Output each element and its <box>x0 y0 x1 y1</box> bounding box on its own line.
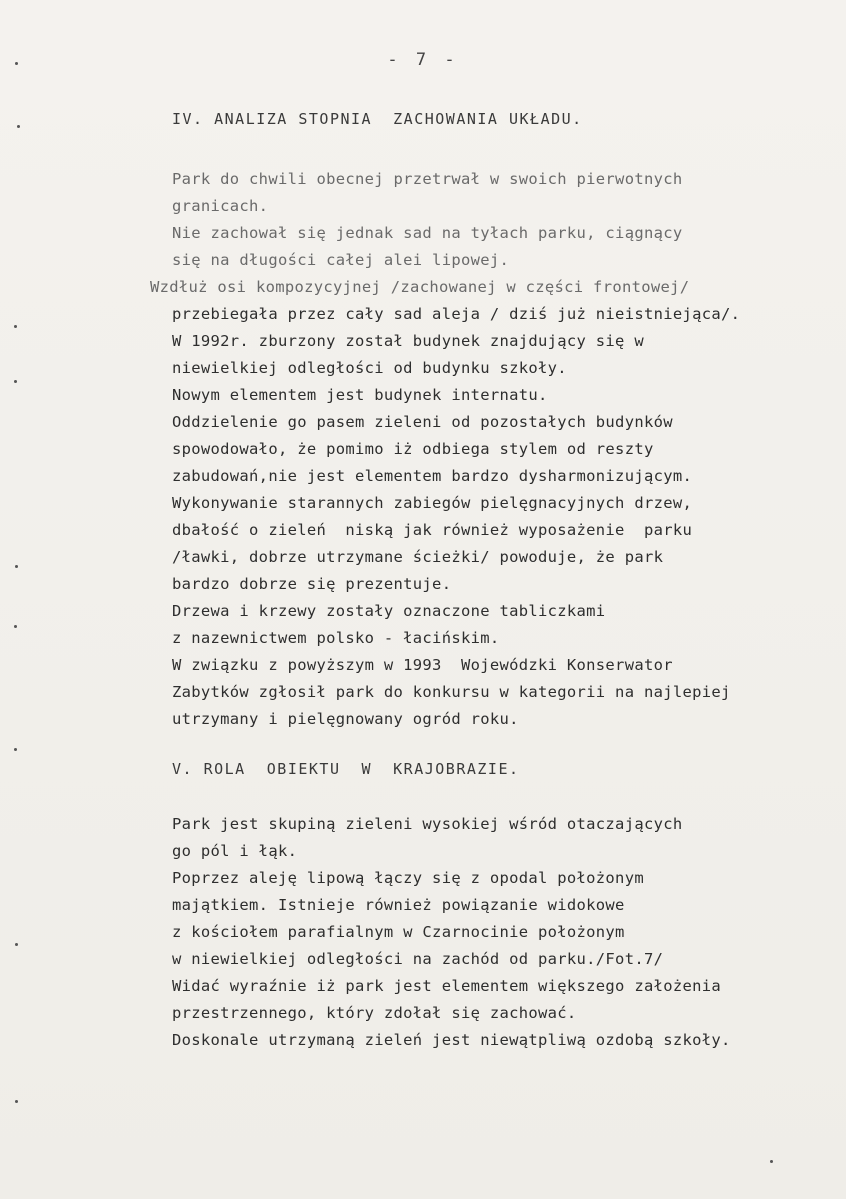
text-line: Wykonywanie starannych zabiegów pielęgnacyjnych drzew, <box>172 494 693 512</box>
scan-speck <box>15 565 18 568</box>
text-line: niewielkiej odległości od budynku szkoły. <box>172 359 567 377</box>
scan-speck <box>15 943 18 946</box>
text-line: Widać wyraźnie iż park jest elementem większego założenia <box>172 977 722 995</box>
section-heading: V. ROLA OBIEKTU W KRAJOBRAZIE. <box>172 760 520 778</box>
scan-speck <box>14 325 17 328</box>
page-number: - 7 - <box>387 50 459 70</box>
scan-speck <box>17 125 20 128</box>
scan-speck <box>14 625 17 628</box>
text-line: w niewielkiej odległości na zachód od parku./Fot.7/ <box>172 950 664 968</box>
text-line: Nie zachował się jednak sad na tyłach parku, ciągnący <box>172 224 683 242</box>
text-line: W 1992r. zburzony został budynek znajdujący się w <box>172 332 644 350</box>
text-line: z nazewnictwem polsko - łacińskim. <box>172 629 500 647</box>
text-line: Doskonale utrzymaną zieleń jest niewątpliwą ozdobą szkoły. <box>172 1031 731 1049</box>
scan-speck <box>14 748 17 751</box>
text-line: granicach. <box>172 197 269 215</box>
scan-speck <box>770 1160 773 1163</box>
text-line: Drzewa i krzewy zostały oznaczone tabliczkami <box>172 602 606 620</box>
text-line: /ławki, dobrze utrzymane ścieżki/ powoduje, że park <box>172 548 664 566</box>
text-line: Zabytków zgłosił park do konkursu w kategorii na najlepiej <box>172 683 731 701</box>
section-heading: IV. ANALIZA STOPNIA ZACHOWANIA UKŁADU. <box>172 110 583 128</box>
text-line: bardzo dobrze się prezentuje. <box>172 575 452 593</box>
text-line: spowodowało, że pomimo iż odbiega stylem od reszty <box>172 440 654 458</box>
text-line: go pól i łąk. <box>172 842 298 860</box>
scan-speck <box>15 1100 18 1103</box>
text-line: się na długości całej alei lipowej. <box>172 251 510 269</box>
text-line: zabudowań,nie jest elementem bardzo dysharmonizującym. <box>172 467 693 485</box>
text-line: majątkiem. Istnieje również powiązanie widokowe <box>172 896 625 914</box>
text-line: Wzdłuż osi kompozycyjnej /zachowanej w części frontowej/ <box>150 278 690 296</box>
text-line: przebiegała przez cały sad aleja / dziś już nieistniejąca/. <box>172 305 741 323</box>
text-line: dbałość o zieleń niską jak również wyposażenie parku <box>172 521 693 539</box>
text-line: z kościołem parafialnym w Czarnocinie położonym <box>172 923 625 941</box>
text-line: Park jest skupiną zieleni wysokiej wśród otaczających <box>172 815 683 833</box>
text-line: Park do chwili obecnej przetrwał w swoich pierwotnych <box>172 170 683 188</box>
text-line: W związku z powyższym w 1993 Wojewódzki Konserwator <box>172 656 673 674</box>
text-line: utrzymany i pielęgnowany ogród roku. <box>172 710 519 728</box>
text-line: przestrzennego, który zdołał się zachować. <box>172 1004 577 1022</box>
scan-speck <box>14 380 17 383</box>
text-line: Oddzielenie go pasem zieleni od pozostałych budynków <box>172 413 673 431</box>
text-line: Poprzez aleję lipową łączy się z opodal położonym <box>172 869 644 887</box>
text-line: Nowym elementem jest budynek internatu. <box>172 386 548 404</box>
